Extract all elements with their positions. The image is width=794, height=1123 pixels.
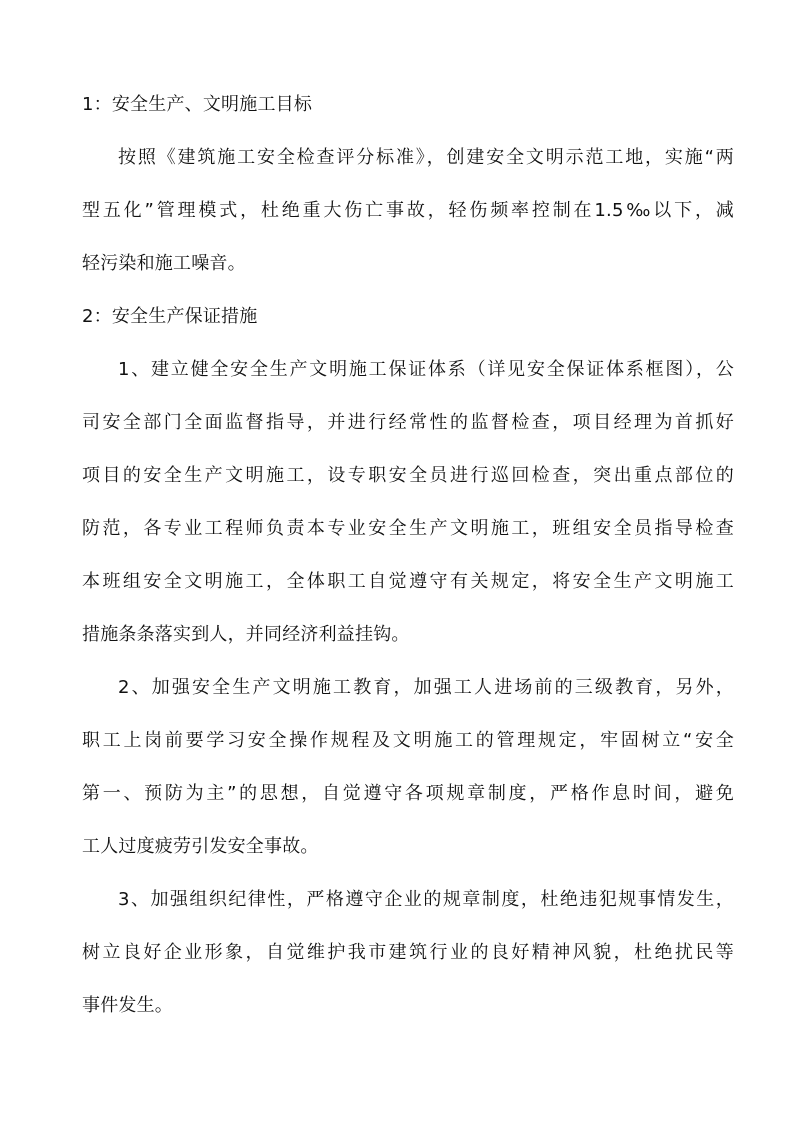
section-heading-2: 2：安全生产保证措施 [82,306,258,327]
paragraph-line: 事件发生。 [82,995,173,1016]
paragraph-line: 树立良好企业形象，自觉维护我市建筑行业的良好精神风貌，杜绝扰民等 [82,942,734,963]
paragraph-line: 工人过度疲劳引发安全事故。 [82,836,319,857]
paragraph-line: 项目的安全生产文明施工，设专职安全员进行巡回检查，突出重点部位的 [82,465,734,486]
paragraph-line: 第一、预防为主”的思想，自觉遵守各项规章制度，严格作息时间，避免 [82,783,734,804]
paragraph-line: 2、加强安全生产文明施工教育，加强工人进场前的三级教育，另外， [118,677,734,698]
paragraph-line: 3、加强组织纪律性，严格遵守企业的规章制度，杜绝违犯规事情发生， [118,889,734,910]
paragraph-line: 轻污染和施工噪音。 [82,253,246,274]
section-heading-1: 1：安全生产、文明施工目标 [82,94,313,115]
paragraph-line: 1、建立健全安全生产文明施工保证体系（详见安全保证体系框图），公 [118,359,734,380]
paragraph-line: 按照《建筑施工安全检查评分标准》，创建安全文明示范工地，实施“两 [118,147,734,168]
paragraph-line: 司安全部门全面监督指导，并进行经常性的监督检查，项目经理为首抓好 [82,412,734,433]
paragraph-line: 型五化”管理模式，杜绝重大伤亡事故，轻伤频率控制在1.5‰以下，减 [82,200,734,221]
paragraph-line: 措施条条落实到人，并同经济利益挂钩。 [82,624,410,645]
paragraph-line: 本班组安全文明施工，全体职工自觉遵守有关规定，将安全生产文明施工 [82,571,734,592]
paragraph-line: 防范，各专业工程师负责本专业安全生产文明施工，班组安全员指导检查 [82,518,734,539]
paragraph-line: 职工上岗前要学习安全操作规程及文明施工的管理规定，牢固树立“安全 [82,730,734,751]
